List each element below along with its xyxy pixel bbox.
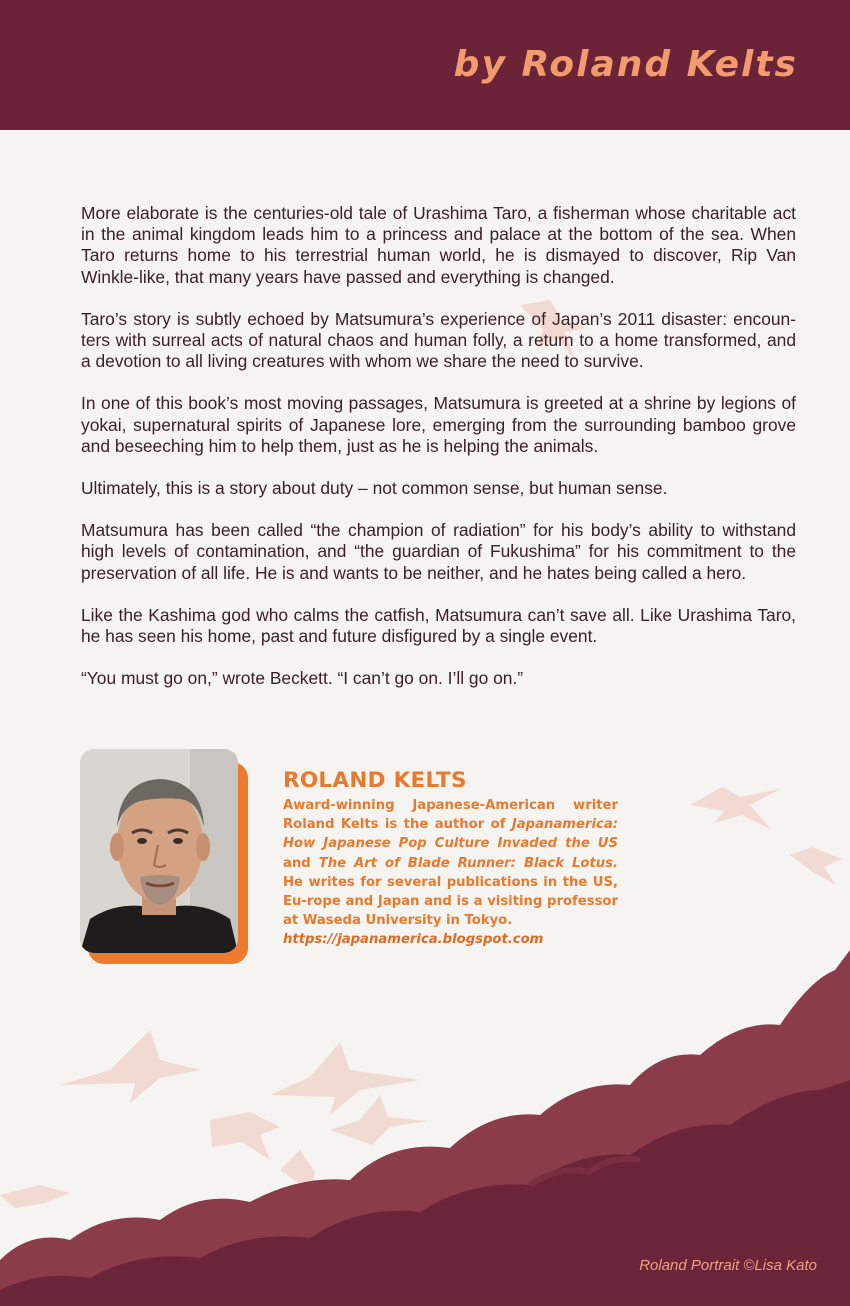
article-paragraph: More elaborate is the centuries-old tale of Urashima Taro, a fisherman whose charitable act in the animal kingdom leads him to a princess and palace at the bottom of the sea. When Taro returns home to his terrestrial human world, he is dismayed to discover, Rip Van Winkle-like, that many years have passed and everything is changed. — [81, 203, 796, 287]
book-title: The Art of Blade Runner: Black Lotus. — [318, 855, 618, 871]
bio-text: Award-winning Japanese-American writer Roland Kelts is the author of — [283, 798, 618, 833]
author-name-heading: ROLAND KELTS — [283, 768, 467, 793]
author-portrait — [80, 749, 238, 953]
article-paragraph: “You must go on,” wrote Beckett. “I can’t go on. I’ll go on.” — [81, 668, 524, 689]
article-paragraph: Like the Kashima god who calms the catfish, Matsumura can’t save all. Like Urashima Taro, he has seen his home, past and future disfigured by a single event. — [81, 604, 796, 647]
bio-text: and — [283, 855, 319, 871]
book-title: Japanamerica: How Japanese Pop Culture Invaded the US — [283, 817, 618, 852]
article-paragraph: In one of this book’s most moving passages, Matsumura is greeted at a shrine by legions of yokai, supernatural spirits of Japanese lore, emerging from the surrounding bamboo grove and beseeching him to help them, just as he is helping the animals. — [81, 393, 796, 456]
article-paragraph: Taro’s story is subtly echoed by Matsumura’s experience of Japan’s 2011 disaster: encoun-ters with surreal acts of natural chaos and human folly, a return to a home transformed, and a devotion to all living creatures with whom we share the need to survive. — [81, 308, 796, 372]
bio-text: He writes for several publications in the US, Eu-rope and Japan and is a visiting professor at Waseda University in Tokyo. — [283, 874, 618, 929]
hills-silhouette-illustration — [0, 940, 850, 1306]
byline-title: by Roland Kelts — [453, 44, 798, 85]
photo-credit: Roland Portrait ©Lisa Kato — [639, 1257, 817, 1274]
article-paragraph: Ultimately, this is a story about duty – not common sense, but human sense. — [81, 478, 668, 499]
author-portrait-illustration — [80, 749, 238, 953]
article-paragraph: Matsumura has been called “the champion of radiation” for his body’s ability to withstand high levels of contamination, and “the guardian of Fukushima” for his commitment to the preservation of all life. He is and wants to be neither, and he hates being called a hero. — [81, 520, 796, 583]
article-body — [81, 203, 796, 710]
author-website-link[interactable]: https://japanamerica.blogspot.com — [283, 932, 544, 948]
author-bio — [283, 796, 618, 950]
